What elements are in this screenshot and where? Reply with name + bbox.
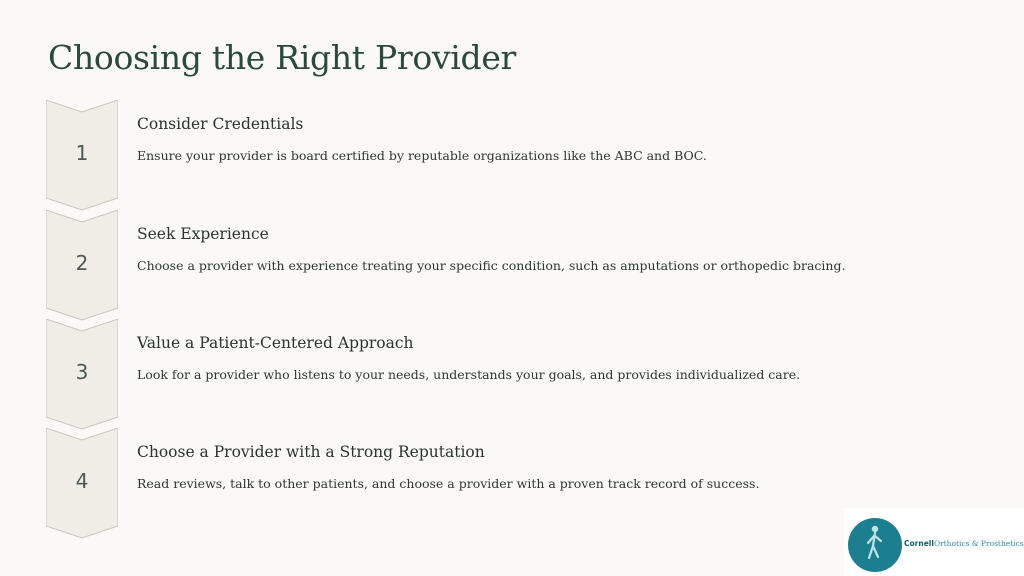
logo-circle	[848, 518, 902, 572]
step-1	[46, 100, 986, 210]
step-number: 4	[75, 469, 89, 493]
company-logo	[844, 508, 1024, 576]
step-description: Read reviews, talk to other patients, and choose a provider with a proven track record of success.	[137, 476, 760, 491]
logo-wordmark	[904, 539, 1024, 548]
step-description: Look for a provider who listens to your needs, understands your goals, and provides individualized care.	[137, 367, 801, 382]
step-heading: Consider Credentials	[137, 115, 304, 133]
step-number: 3	[75, 360, 89, 384]
step-number: 1	[75, 141, 89, 165]
step-heading: Choose a Provider with a Strong Reputation	[137, 443, 485, 461]
step-description: Ensure your provider is board certified by reputable organizations like the ABC and BOC.	[137, 148, 707, 163]
step-3	[46, 319, 986, 429]
step-heading: Value a Patient-Centered Approach	[137, 334, 414, 352]
walking-figure-icon	[848, 518, 902, 572]
page-title: Choosing the Right Provider	[48, 38, 517, 77]
step-number: 2	[75, 251, 89, 275]
step-heading: Seek Experience	[137, 225, 269, 243]
logo-brand-bold: Cornell	[904, 539, 934, 548]
logo-brand-rest: Orthotics & Prosthetics	[933, 539, 1024, 548]
step-2	[46, 210, 986, 320]
step-description: Choose a provider with experience treating your specific condition, such as amputations or orthopedic bracing.	[137, 258, 846, 273]
